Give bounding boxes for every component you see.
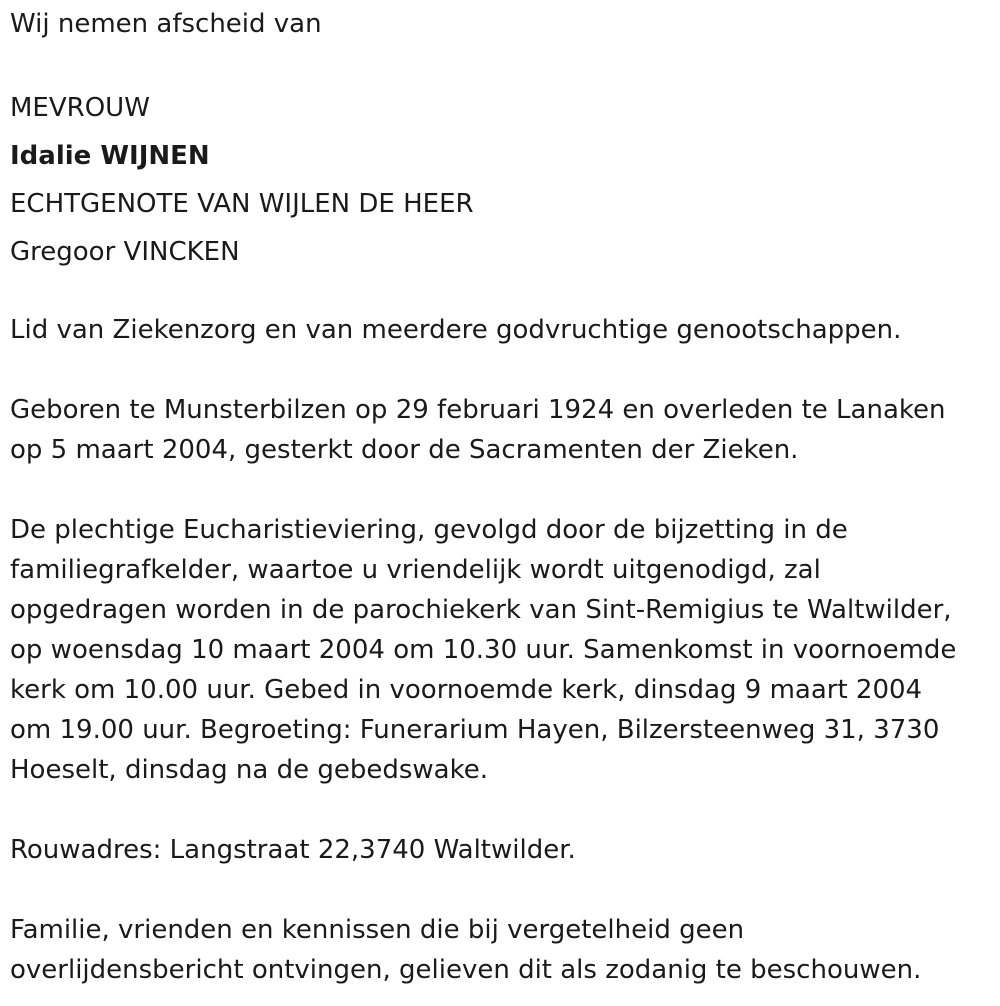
closing-line: Familie, vrienden en kennissen die bij vergetelheid geen [10,915,745,945]
ceremony-line: op woensdag 10 maart 2004 om 10.30 uur. Samenkomst in voornoemde [10,635,957,665]
ceremony-line: kerk om 10.00 uur. Gebed in voornoemde kerk, dinsdag 9 maart 2004 [10,675,923,705]
ceremony-line: De plechtige Eucharistieviering, gevolgd door de bijzetting in de [10,515,848,545]
spouse-prefix: ECHTGENOTE VAN WIJLEN DE HEER [10,189,474,219]
deceased-name: Idalie WIJNEN [10,141,210,171]
honorific: MEVROUW [10,93,150,123]
address-paragraph [10,830,576,870]
birth-death-line: op 5 maart 2004, gesterkt door de Sacramenten der Zieken. [10,435,799,465]
closing-paragraph [10,910,921,990]
ceremony-line: opgedragen worden in de parochiekerk van Sint-Remigius te Waltwilder, [10,595,952,625]
membership-line: Lid van Ziekenzorg en van meerdere godvruchtige genootschappen. [10,315,902,345]
deceased-block [10,84,474,276]
closing-line: overlijdensbericht ontvingen, gelieven dit als zodanig te beschouwen. [10,955,922,985]
intro-text: Wij nemen afscheid van [10,9,322,39]
ceremony-line: om 19.00 uur. Begroeting: Funerarium Hayen, Bilzersteenweg 31, 3730 [10,715,940,745]
ceremony-line: Hoeselt, dinsdag na de gebedswake. [10,755,488,785]
spouse-name: Gregoor VINCKEN [10,237,240,267]
membership-paragraph [10,310,901,350]
ceremony-line: familiegrafkelder, waartoe u vriendelijk wordt uitgenodigd, zal [10,555,821,585]
birth-death-line: Geboren te Munsterbilzen op 29 februari 1924 en overleden te Lanaken [10,395,946,425]
birth-death-paragraph [10,390,945,470]
mourning-address: Rouwadres: Langstraat 22,3740 Waltwilder. [10,835,576,865]
ceremony-paragraph [10,510,956,790]
